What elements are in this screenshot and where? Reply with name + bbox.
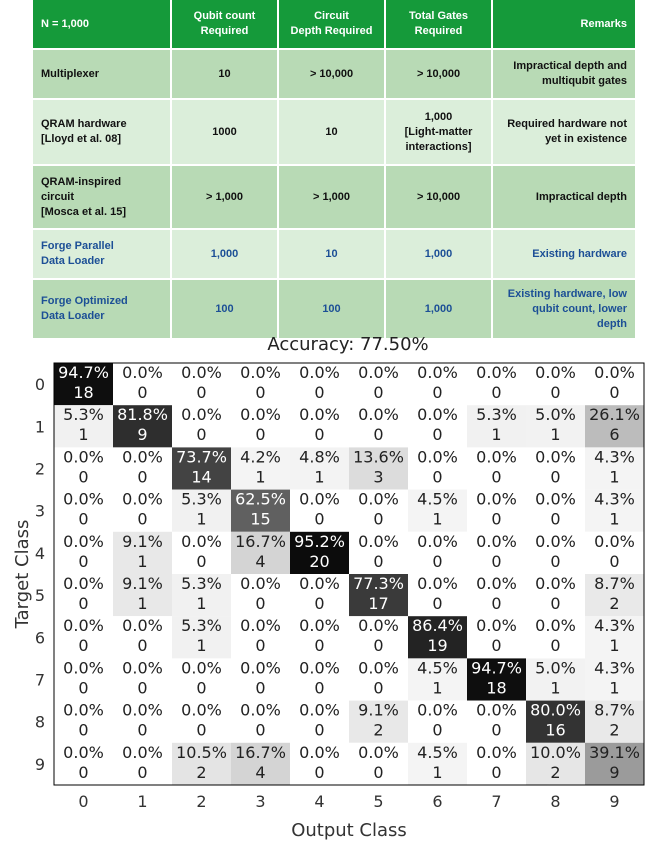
cell-count: 0 [137,678,148,698]
cell-count: 0 [550,509,561,529]
cell-count: 0 [491,636,502,656]
cell-count: 0 [78,467,89,487]
cell-count: 0 [196,383,207,402]
table-cell: QRAM-inspired circuit [Mosca et al. 15] [33,166,172,230]
x-tick-label: 9 [609,792,620,811]
cell-count: 0 [491,467,502,487]
cell-count: 0 [255,594,266,613]
cell-percentage: 16.7% [235,742,286,762]
cell-count: 1 [609,509,620,529]
cell-percentage: 0.0% [63,616,104,636]
header-cell: Qubit count Required [172,0,279,50]
cell-percentage: 0.0% [358,489,399,509]
cell-percentage: 4.3% [594,616,635,636]
cell-percentage: 73.7% [176,447,227,467]
cell-count: 0 [78,509,89,529]
cell-count: 1 [78,425,89,445]
table-cell: > 10,000 [279,50,386,100]
cell-count: 0 [550,636,561,656]
cell-count: 1 [432,762,443,782]
x-tick-label: 6 [432,792,443,811]
cell-percentage: 81.8% [117,405,168,425]
cell-percentage: 0.0% [476,363,517,382]
cell-percentage: 0.0% [122,700,163,720]
cell-percentage: 0.0% [299,574,340,593]
y-tick-label: 3 [34,501,46,521]
cell-count: 4 [255,551,266,571]
cell-percentage: 10.5% [176,742,227,762]
cell-count: 0 [78,762,89,782]
cell-percentage: 9.1% [122,531,163,551]
table-cell: > 10,000 [386,50,493,100]
cell-count: 1 [609,467,620,487]
cell-count: 0 [314,383,325,402]
cell-percentage: 0.0% [476,574,517,593]
cell-percentage: 0.0% [122,616,163,636]
cell-count: 9 [137,425,148,445]
cell-percentage: 77.3% [353,574,404,593]
cell-count: 0 [196,551,207,571]
x-tick-label: 2 [196,792,207,811]
cell-count: 20 [309,551,330,571]
cell-percentage: 4.3% [594,489,635,509]
cell-percentage: 0.0% [417,405,458,425]
cell-count: 0 [373,636,384,656]
y-tick-label: 5 [34,586,46,606]
cell-count: 9 [609,762,620,782]
cell-count: 0 [550,551,561,571]
cell-percentage: 0.0% [358,363,399,382]
cell-count: 0 [491,594,502,613]
y-tick-label: 7 [34,670,46,690]
cell-count: 0 [550,594,561,613]
header-cell: N = 1,000 [33,0,172,50]
cell-percentage: 0.0% [240,616,281,636]
cell-count: 1 [196,594,207,613]
cell-percentage: 0.0% [299,616,340,636]
x-tick-label: 3 [255,792,266,811]
cell-percentage: 0.0% [535,363,576,382]
cell-count: 0 [491,509,502,529]
header-cell: Remarks [493,0,637,50]
cell-percentage: 0.0% [535,574,576,593]
cell-count: 0 [78,551,89,571]
cell-percentage: 0.0% [181,405,222,425]
cell-percentage: 86.4% [412,616,463,636]
cell-count: 0 [373,762,384,782]
cell-percentage: 0.0% [476,742,517,762]
cell-percentage: 0.0% [299,658,340,678]
cell-count: 0 [314,636,325,656]
cell-count: 0 [491,551,502,571]
cell-percentage: 0.0% [181,700,222,720]
cell-count: 2 [609,594,620,613]
cell-count: 0 [609,383,620,402]
cell-count: 1 [255,467,266,487]
cell-count: 0 [491,720,502,740]
x-tick-label: 0 [78,792,89,811]
cell-percentage: 10.0% [530,742,581,762]
cell-percentage: 0.0% [417,531,458,551]
cell-count: 0 [314,720,325,740]
cell-percentage: 4.3% [594,658,635,678]
cell-percentage: 0.0% [63,531,104,551]
table-cell: 100 [172,280,279,340]
cell-count: 0 [373,678,384,698]
table-cell: 1,000 [Light-matter interactions] [386,100,493,166]
cell-count: 0 [373,383,384,402]
cell-percentage: 9.1% [122,574,163,593]
cell-count: 0 [432,467,443,487]
cell-count: 0 [314,762,325,782]
table-cell: Multiplexer [33,50,172,100]
cell-percentage: 0.0% [476,489,517,509]
table-cell: Forge Optimized Data Loader [33,280,172,340]
cell-percentage: 0.0% [535,616,576,636]
cell-percentage: 0.0% [63,574,104,593]
cell-percentage: 80.0% [530,700,581,720]
cell-count: 0 [196,720,207,740]
cell-percentage: 0.0% [358,405,399,425]
cell-percentage: 0.0% [122,658,163,678]
cell-count: 1 [137,551,148,571]
cell-count: 16 [545,720,566,740]
y-tick-label: 0 [34,375,46,395]
y-tick-label: 2 [34,459,46,479]
cell-percentage: 0.0% [299,405,340,425]
cell-count: 0 [78,678,89,698]
table-cell: 1,000 [386,230,493,280]
cell-count: 1 [137,594,148,613]
cell-percentage: 0.0% [417,363,458,382]
cell-percentage: 0.0% [240,700,281,720]
cell-percentage: 0.0% [476,616,517,636]
cell-percentage: 5.3% [476,405,517,425]
cell-percentage: 0.0% [476,531,517,551]
cell-percentage: 0.0% [63,489,104,509]
cell-percentage: 4.5% [417,658,458,678]
cell-count: 0 [78,594,89,613]
cell-count: 1 [314,467,325,487]
cell-count: 0 [255,383,266,402]
x-tick-label: 4 [314,792,325,811]
cell-percentage: 0.0% [63,742,104,762]
cell-percentage: 0.0% [63,658,104,678]
cell-count: 0 [196,678,207,698]
cell-count: 0 [137,762,148,782]
cell-percentage: 4.2% [240,447,281,467]
cell-percentage: 0.0% [417,574,458,593]
cell-count: 0 [550,467,561,487]
cell-count: 0 [491,383,502,402]
cell-count: 19 [427,636,448,656]
cell-count: 0 [137,467,148,487]
cell-count: 2 [550,762,561,782]
cell-percentage: 0.0% [240,658,281,678]
table-cell: 10 [279,230,386,280]
cell-percentage: 0.0% [240,405,281,425]
y-tick-label: 6 [34,628,46,648]
x-tick-label: 5 [373,792,384,811]
table-cell: Impractical depth [493,166,637,230]
cell-count: 0 [78,720,89,740]
cell-count: 0 [432,383,443,402]
cell-percentage: 0.0% [476,447,517,467]
cell-percentage: 5.0% [535,658,576,678]
cell-count: 0 [255,636,266,656]
cell-count: 0 [373,551,384,571]
table-cell: Existing hardware [493,230,637,280]
cell-percentage: 4.5% [417,489,458,509]
cell-percentage: 0.0% [181,658,222,678]
cell-percentage: 0.0% [358,658,399,678]
x-axis-label: Output Class [291,820,407,841]
cell-percentage: 0.0% [535,531,576,551]
table-cell: 10 [279,100,386,166]
cell-percentage: 0.0% [63,700,104,720]
cell-percentage: 0.0% [417,447,458,467]
cell-percentage: 0.0% [358,742,399,762]
cell-count: 0 [373,425,384,445]
cell-count: 3 [373,467,384,487]
cell-percentage: 0.0% [122,363,163,382]
cell-count: 2 [196,762,207,782]
table-cell: Required hardware not yet in existence [493,100,637,166]
cell-percentage: 0.0% [299,742,340,762]
cell-percentage: 0.0% [299,363,340,382]
cell-percentage: 0.0% [358,616,399,636]
cell-count: 0 [609,551,620,571]
cell-percentage: 0.0% [299,700,340,720]
cell-count: 0 [137,636,148,656]
cell-count: 1 [609,636,620,656]
cell-percentage: 94.7% [58,363,109,382]
cell-count: 1 [196,636,207,656]
cell-percentage: 8.7% [594,700,635,720]
cell-count: 0 [432,425,443,445]
cell-count: 0 [432,720,443,740]
cell-percentage: 16.7% [235,531,286,551]
cell-percentage: 0.0% [122,489,163,509]
table-cell: 1,000 [172,230,279,280]
cell-count: 1 [550,678,561,698]
cell-percentage: 8.7% [594,574,635,593]
cell-percentage: 0.0% [594,531,635,551]
table-cell: 1,000 [386,280,493,340]
cell-percentage: 4.5% [417,742,458,762]
cell-count: 4 [255,762,266,782]
cell-count: 0 [78,636,89,656]
cell-count: 0 [314,594,325,613]
cell-percentage: 5.3% [181,574,222,593]
cell-percentage: 5.0% [535,405,576,425]
table-cell: > 1,000 [279,166,386,230]
cell-count: 0 [137,720,148,740]
cell-count: 0 [314,509,325,529]
header-cell: Circuit Depth Required [279,0,386,50]
cell-percentage: 0.0% [594,363,635,382]
cell-percentage: 0.0% [122,447,163,467]
table-cell: 1000 [172,100,279,166]
cell-count: 0 [314,425,325,445]
y-tick-label: 9 [34,754,46,774]
cell-percentage: 0.0% [63,447,104,467]
table-cell: 10 [172,50,279,100]
cell-percentage: 0.0% [417,700,458,720]
cell-count: 0 [432,594,443,613]
cell-count: 1 [550,425,561,445]
cell-percentage: 0.0% [240,574,281,593]
cell-percentage: 0.0% [358,531,399,551]
cell-percentage: 62.5% [235,489,286,509]
cell-count: 0 [255,678,266,698]
x-tick-label: 8 [550,792,561,811]
x-tick-label: 7 [491,792,502,811]
cell-percentage: 0.0% [240,363,281,382]
y-tick-label: 1 [34,417,46,437]
cell-count: 0 [137,383,148,402]
cell-count: 17 [368,594,389,613]
cell-count: 2 [609,720,620,740]
cell-count: 1 [432,509,443,529]
cell-percentage: 0.0% [535,489,576,509]
cell-count: 0 [196,425,207,445]
cell-count: 0 [432,551,443,571]
cell-count: 0 [373,509,384,529]
cell-percentage: 4.8% [299,447,340,467]
cell-percentage: 0.0% [181,363,222,382]
cell-percentage: 4.3% [594,447,635,467]
y-tick-label: 4 [34,543,46,563]
cell-percentage: 94.7% [471,658,522,678]
cell-count: 0 [550,383,561,402]
cell-count: 2 [373,720,384,740]
confusion-matrix-title: Accuracy: 77.50% [267,334,429,355]
cell-percentage: 95.2% [294,531,345,551]
table-cell: QRAM hardware [Lloyd et al. 08] [33,100,172,166]
cell-percentage: 39.1% [589,742,640,762]
y-axis-label: Target Class [12,519,33,629]
cell-percentage: 5.3% [63,405,104,425]
cell-percentage: 0.0% [122,742,163,762]
cell-count: 18 [486,678,507,698]
cell-count: 14 [191,467,212,487]
cell-count: 1 [491,425,502,445]
table-cell: > 1,000 [172,166,279,230]
y-tick-label: 8 [34,712,46,732]
cell-percentage: 13.6% [353,447,404,467]
cell-count: 0 [255,720,266,740]
cell-count: 0 [255,425,266,445]
table-cell: 100 [279,280,386,340]
table-cell: Existing hardware, low qubit count, lower depth [493,280,637,340]
cell-count: 6 [609,425,620,445]
cell-count: 15 [250,509,271,529]
x-tick-label: 1 [137,792,148,811]
cell-percentage: 26.1% [589,405,640,425]
cell-count: 0 [314,678,325,698]
table-cell: > 10,000 [386,166,493,230]
cell-count: 18 [73,383,94,402]
cell-count: 0 [137,509,148,529]
cell-percentage: 5.3% [181,616,222,636]
cell-percentage: 0.0% [476,700,517,720]
cell-percentage: 9.1% [358,700,399,720]
cell-count: 1 [432,678,443,698]
cell-count: 0 [491,762,502,782]
table-cell: Forge Parallel Data Loader [33,230,172,280]
cell-percentage: 0.0% [535,447,576,467]
cell-percentage: 0.0% [181,531,222,551]
table-cell: Impractical depth and multiqubit gates [493,50,637,100]
header-cell: Total Gates Required [386,0,493,50]
cell-percentage: 5.3% [181,489,222,509]
cell-count: 1 [609,678,620,698]
cell-percentage: 0.0% [299,489,340,509]
cell-count: 1 [196,509,207,529]
